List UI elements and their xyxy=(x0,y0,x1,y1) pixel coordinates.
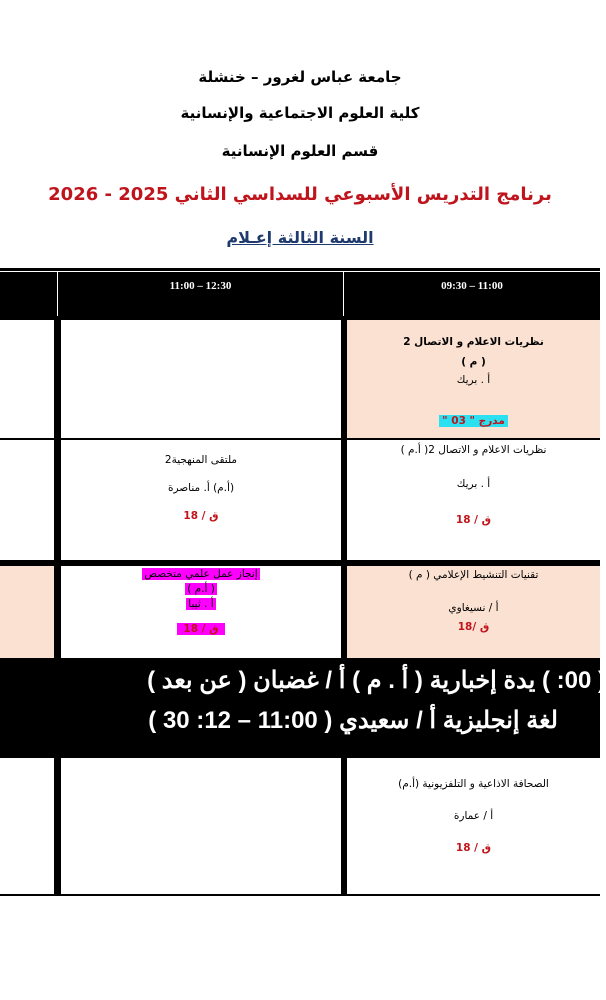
department-name: قسم العلوم الإنسانية xyxy=(221,142,379,160)
column-header-0930-1100: 09:30 – 11:00 xyxy=(441,280,503,292)
cell-r2-c1 xyxy=(347,440,600,560)
university-name: جامعة عباس لغرور – خنشلة xyxy=(198,68,402,86)
course-title: نظريات الاعلام و الاتصال 2( أ.م ) xyxy=(400,444,547,456)
course-professor: أ . ثيبا xyxy=(188,598,214,610)
course-title: تقنيات التنشيط الإعلامي ( م ) xyxy=(408,569,539,581)
course-professor: أ . بريك xyxy=(456,478,491,490)
column-header-1100-1230: 11:00 – 12:30 xyxy=(169,280,232,292)
cell-r2-c2 xyxy=(61,440,341,560)
course-professor: أ / نسيغاوي xyxy=(448,602,499,614)
course-title: الصحافة الاذاعية و التلفزيونية (أ.م) xyxy=(398,778,549,790)
course-professor: أ / عمارة xyxy=(453,810,494,822)
cell-r5-c1 xyxy=(347,758,600,894)
course-room: ق / 18 xyxy=(177,623,224,635)
schedule-table xyxy=(0,268,600,896)
banner-line-1: ( 00: ) يدة إخبارية ( أ . م ) أ / غضبان ( عن بعد ) xyxy=(147,667,606,694)
cell-r2-c3 xyxy=(0,440,54,560)
course-room: ق / 18 xyxy=(183,510,219,522)
course-type: ( م ) xyxy=(461,356,486,368)
course-title: ملتقى المنهجية2 xyxy=(164,454,238,466)
banner-line-2: لغة إنجليزية أ / سعيدي ( 11:00 – 12: 30 ) xyxy=(148,707,558,734)
cell-r3-c2 xyxy=(61,566,341,658)
remote-courses-banner xyxy=(0,660,606,753)
cell-r3-c1 xyxy=(347,566,600,658)
cell-r5-c2 xyxy=(61,758,341,894)
course-room: ق / 18 xyxy=(455,514,492,526)
cell-r1-c1 xyxy=(347,320,600,438)
cell-r5-c3 xyxy=(0,758,54,894)
program-title: برنامج التدريس الأسبوعي للسداسي الثاني 2025 - 2026 xyxy=(48,184,552,205)
course-title: إنجاز عمل علمي متخصص xyxy=(144,568,258,580)
course-room: مدرج " 03 " xyxy=(439,415,508,427)
course-room: ق / 18 xyxy=(455,842,492,854)
cell-r1-c2 xyxy=(61,320,341,438)
cell-r1-c3 xyxy=(0,320,54,438)
cell-r3-c3 xyxy=(0,566,54,658)
course-professor: (أ.م) أ. مناصرة xyxy=(167,482,235,494)
faculty-name: كلية العلوم الاجتماعية والإنسانية xyxy=(180,104,420,122)
course-title: نظريات الاعلام و الاتصال 2 xyxy=(403,336,544,348)
course-type: ( أ.م ) xyxy=(187,583,215,595)
course-professor: أ . بريك xyxy=(456,374,491,386)
course-room: ق /18 xyxy=(457,621,490,633)
year-title: السنة الثالثة إعـلام xyxy=(226,228,374,247)
